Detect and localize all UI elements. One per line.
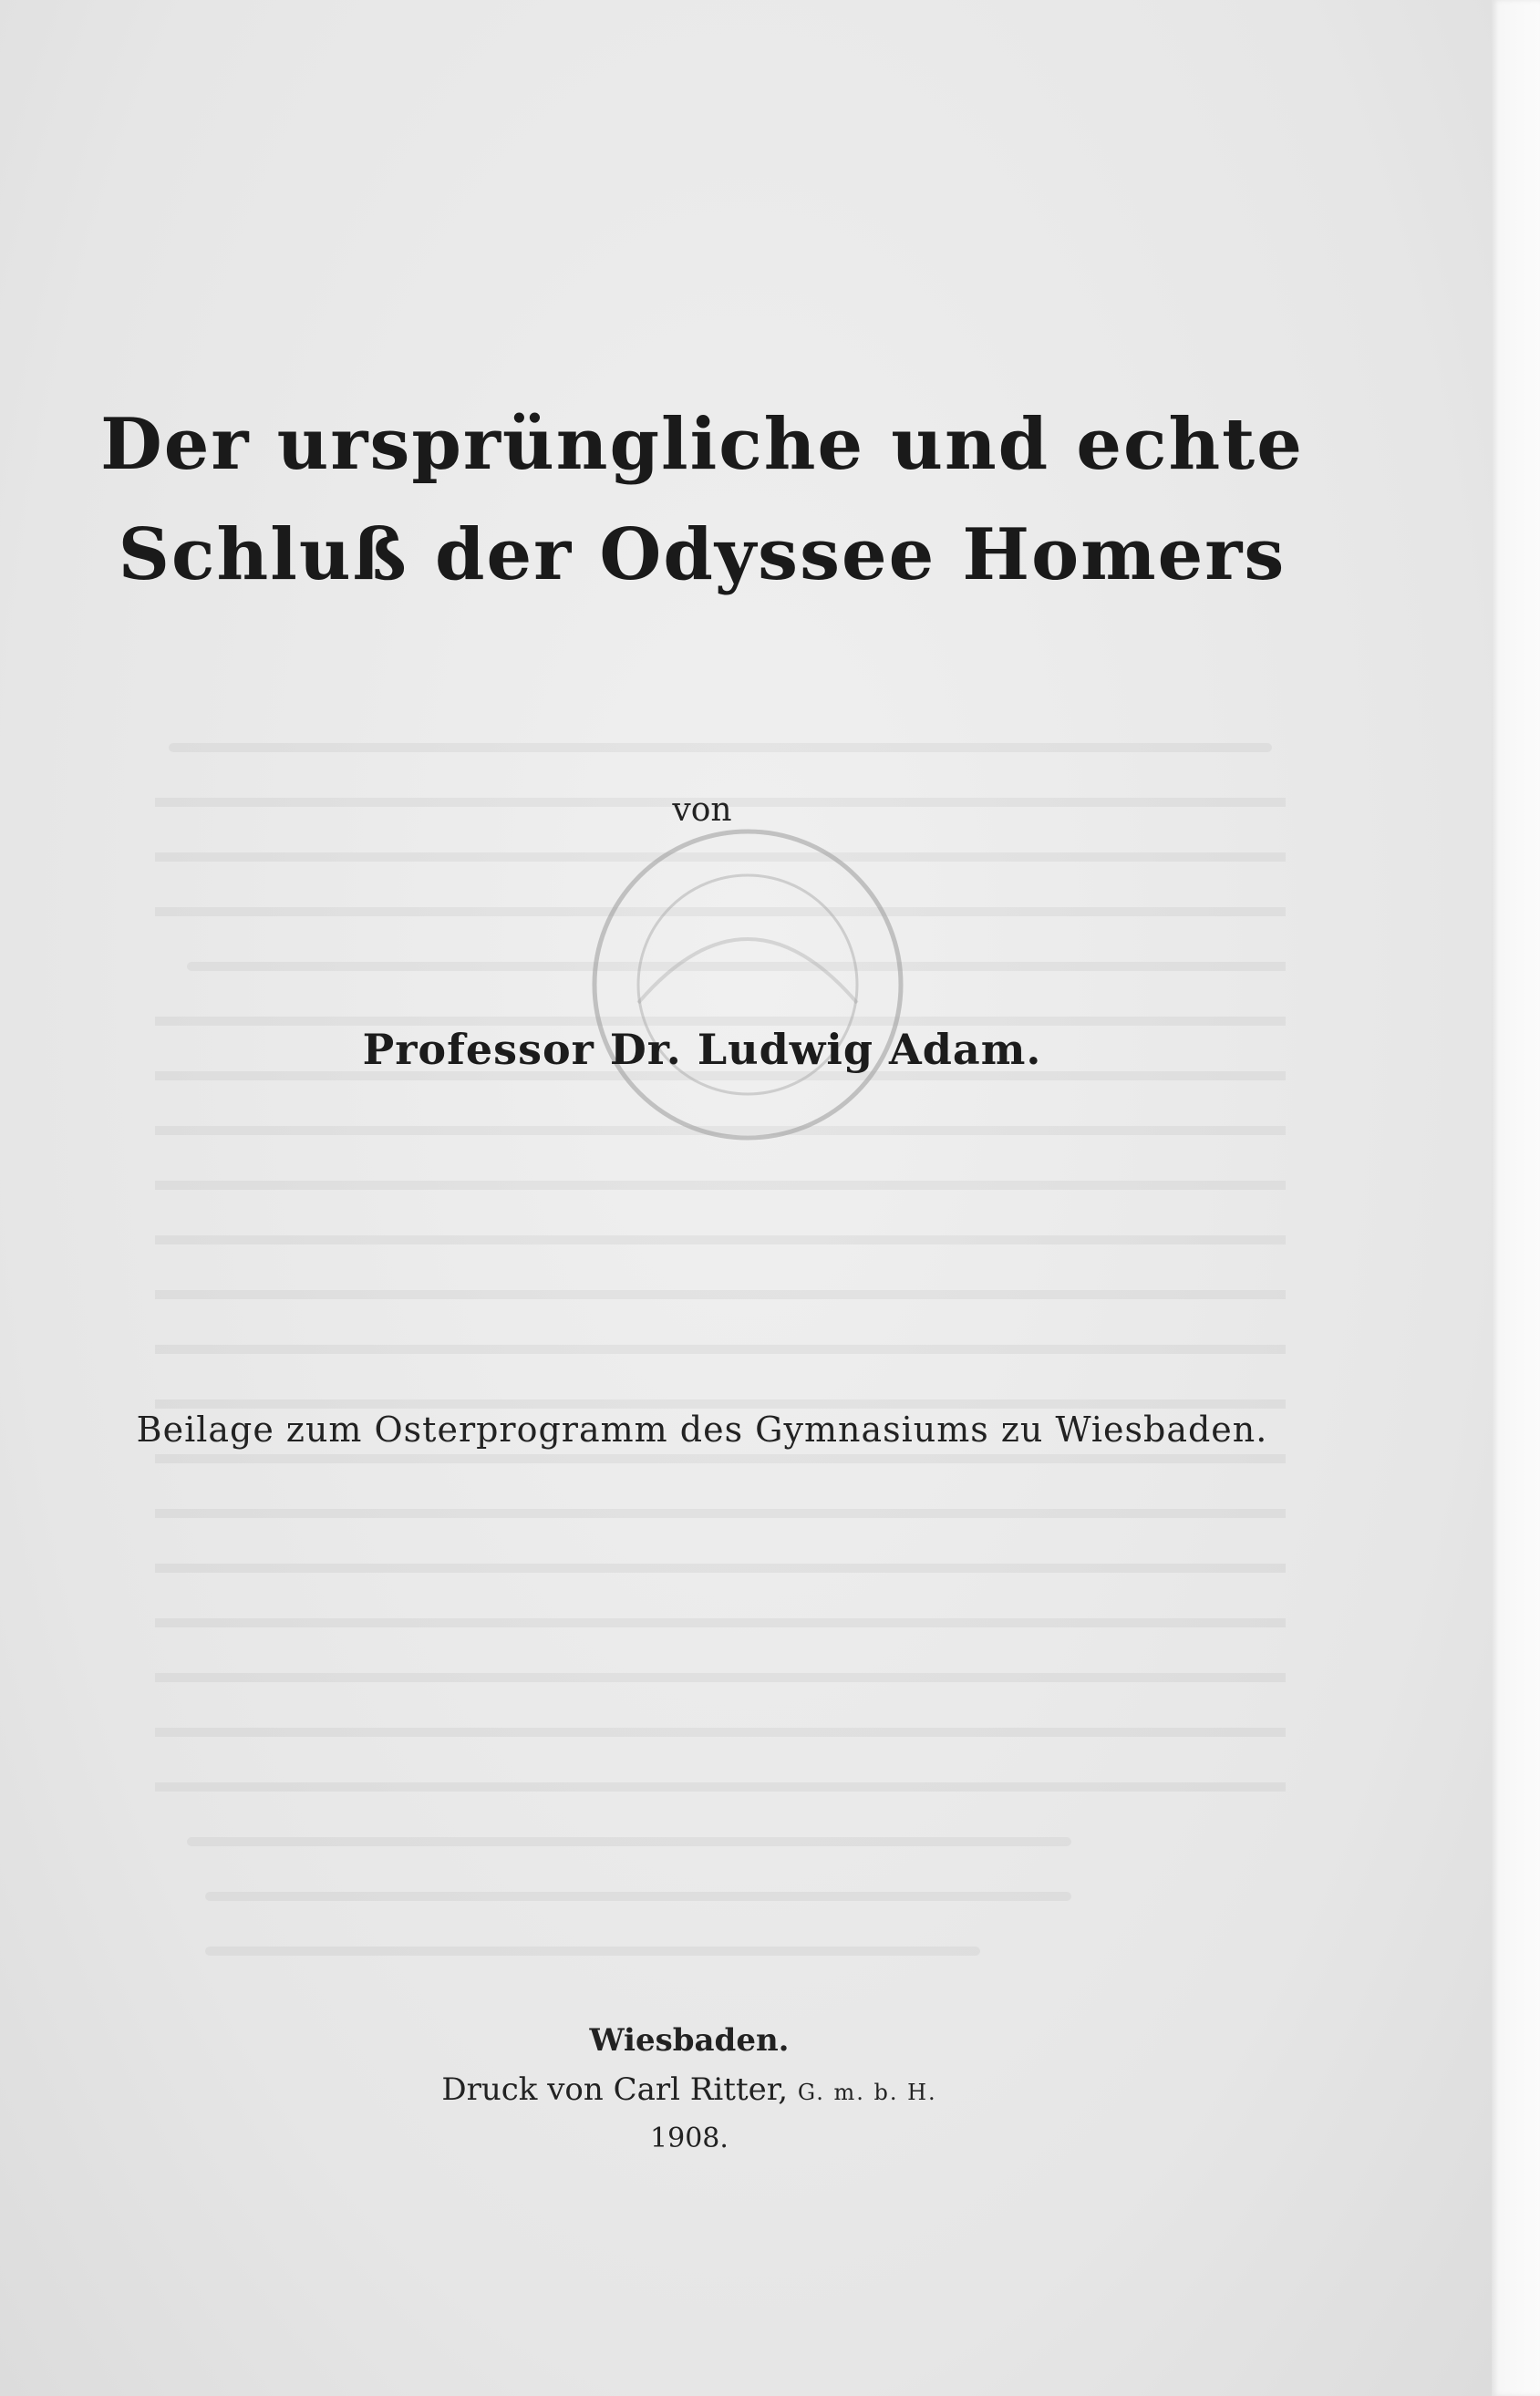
library-stamp-icon <box>584 821 912 1149</box>
imprint-printer <box>0 2071 1379 2108</box>
company-suffix: G. m. b. H. <box>797 2080 937 2105</box>
title-line-1: Der ursprüngliche und echte <box>100 403 1304 486</box>
author-name: Professor Dr. Ludwig Adam. <box>362 1025 1042 1074</box>
scan-margin <box>1492 0 1540 2396</box>
imprint-city: Wiesbaden. <box>589 2022 790 2059</box>
byline-von: von <box>672 791 732 829</box>
printer-name: Druck von Carl Ritter, <box>441 2071 789 2108</box>
supplement-note: Beilage zum Osterprogramm des Gymnasiums zu Wiesbaden. <box>136 1410 1268 1450</box>
title-line-2: Schluß der Odyssee Homers <box>118 513 1287 596</box>
imprint-year: 1908. <box>650 2122 729 2154</box>
